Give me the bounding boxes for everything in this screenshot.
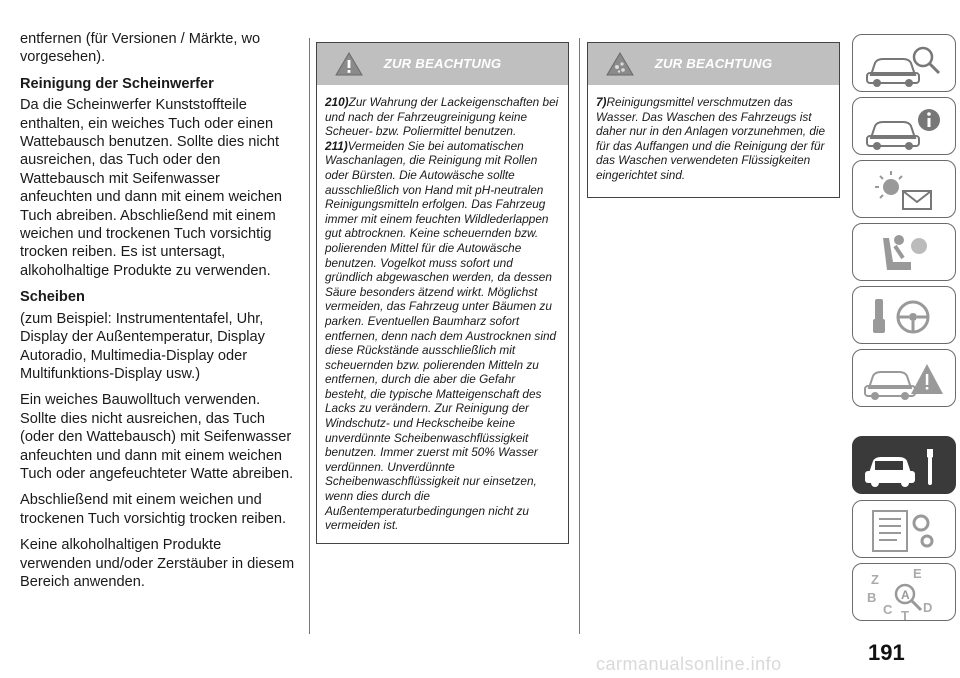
index-search-icon <box>853 564 957 622</box>
svg-text:D: D <box>923 600 933 615</box>
warning-box-2 <box>587 42 840 198</box>
warning-box-1 <box>316 42 569 544</box>
tab-car-info[interactable] <box>852 97 956 155</box>
paragraph: entfernen (für Versionen / Märkte, wo vorgesehen). <box>20 31 261 66</box>
tab-maintenance-active[interactable] <box>852 436 956 494</box>
page-number: 191 <box>868 640 905 665</box>
section-heading-headlights: Reinigung der Scheinwerfer <box>20 75 214 92</box>
warning-box-header <box>317 43 568 85</box>
tab-car-search[interactable] <box>852 34 956 92</box>
svg-text:B: B <box>867 590 877 605</box>
note-number: 7) <box>596 95 607 109</box>
section-heading-windows: Scheiben <box>20 289 85 306</box>
main-text-column <box>20 30 295 599</box>
tab-emergency[interactable] <box>852 349 956 407</box>
warning-box-body <box>588 85 839 195</box>
tab-starting-driving[interactable] <box>852 286 956 344</box>
technical-data-icon <box>853 501 957 559</box>
warning-box-header <box>588 43 839 85</box>
note-text: Reinigungsmittel verschmutzen das Wasser. Das Waschen des Fahrzeugs ist daher nur in den Anlagen vorzunehmen, die für das Auffangen und die Reinigung der für das Waschen verwendeten Flüssigkeiten eingerichtet sind. <box>596 95 826 182</box>
paragraph: Keine alkoholhaltigen Produkte verwenden und/oder Zerstäuber in diesem Bereich anwenden. <box>20 537 295 590</box>
warning-box-body <box>317 85 568 545</box>
note-text: Vermeiden Sie bei automatischen Waschanlagen, die Reinigung mit Rollen oder Bürsten. Die Autowäsche sollte ausschließlich von Hand mit pH-neutralen Reinigungsmitteln erfolgen. Das Fahrzeug immer mit einem feuchten Wildlederlappen gut abtrocknen. Keine scheuernden bzw. polierenden Mittel für die Autowäsche benutzen. Vogelkot muss sofort und gründlich abgewaschen werden, da dessen Säure besonders ätzend wirkt. Möglichst vermeiden, das Fahrzeug unter Bäumen zu parken. Eventuellen Baumharz sofort entfernen, denn nach dem Austrocknen sind diese Rückstände ausschließlich mit scheuernden bzw. polierenden Mitteln zu entfernen, durch die aber die Gefahr besteht, die typische Matteigenschaft des Lacks zu verändern. Zur Reinigung der Windschutz- und Heckscheibe keine unverdünnte Scheibenwaschflüssigkeit benutzen. Immer zuerst mit 50% Wasser verdünnen. Unverdünnte Scheibenwaschflüssigkeit nur einsetzen, wenn dies durch die Außentemperaturbedingungen nicht zu vermeiden ist. <box>325 138 557 533</box>
column-divider <box>309 38 310 634</box>
key-steering-wheel-icon <box>853 287 957 345</box>
note-number: 211) <box>325 138 348 153</box>
svg-text:Z: Z <box>871 572 879 587</box>
seat-airbag-icon <box>853 224 957 282</box>
paragraph: Abschließend mit einem weichen und trockenen Tuch vorsichtig trocken reiben. <box>20 492 287 527</box>
tab-technical-data[interactable] <box>852 500 956 558</box>
svg-text:C: C <box>883 602 893 617</box>
paragraph: Da die Scheinwerfer Kunststoffteile enthalten, ein weiches Tuch oder einen Wattebausch benutzen. Sollte dies nicht ausreichen, das Tuch oder den Wattebausch mit Seifenwasser anfeuchten und dann mit einem weichen Tuch abreiben. Abschließend mit einem weichen und trockenen Tuch vorsichtig trocken reiben. Es ist untersagt, alkoholhaltige Produkte zu verwenden. <box>20 97 283 279</box>
tab-index[interactable] <box>852 563 956 621</box>
car-wrench-icon <box>853 437 957 495</box>
warning-box-title: ZUR BEACHTUNG <box>383 56 502 71</box>
paragraph: (zum Beispiel: Instrumententafel, Uhr, Display der Außentemperatur, Display Autoradio, Multimedia-Display oder Multifunktions-Display usw.) <box>20 310 265 382</box>
watermark: carmanualsonline.info <box>596 654 782 674</box>
warning-lights-mail-icon <box>853 161 957 219</box>
car-info-icon <box>853 98 957 156</box>
tab-safety[interactable] <box>852 223 956 281</box>
svg-text:A: A <box>901 588 910 602</box>
car-search-icon <box>853 35 957 93</box>
note-number: 210) <box>325 95 349 109</box>
car-emergency-icon <box>853 350 957 408</box>
svg-text:E: E <box>913 566 922 581</box>
column-divider <box>579 38 580 634</box>
note-text: Zur Wahrung der Lackeigenschaften bei und nach der Fahrzeugreinigung keine Scheuer- bzw. Poliermittel benutzen. <box>325 95 559 139</box>
paragraph: Ein weiches Bauwolltuch verwenden. Sollte dies nicht ausreichen, das Tuch (oder den Wattebausch) mit Seifenwasser anfeuchten und dann mit einem weichen Tuch oder angefeuchteter Watte abreiben. <box>20 392 294 482</box>
tab-warning-lights[interactable] <box>852 160 956 218</box>
svg-text:T: T <box>901 608 909 622</box>
warning-box-title: ZUR BEACHTUNG <box>654 56 773 71</box>
